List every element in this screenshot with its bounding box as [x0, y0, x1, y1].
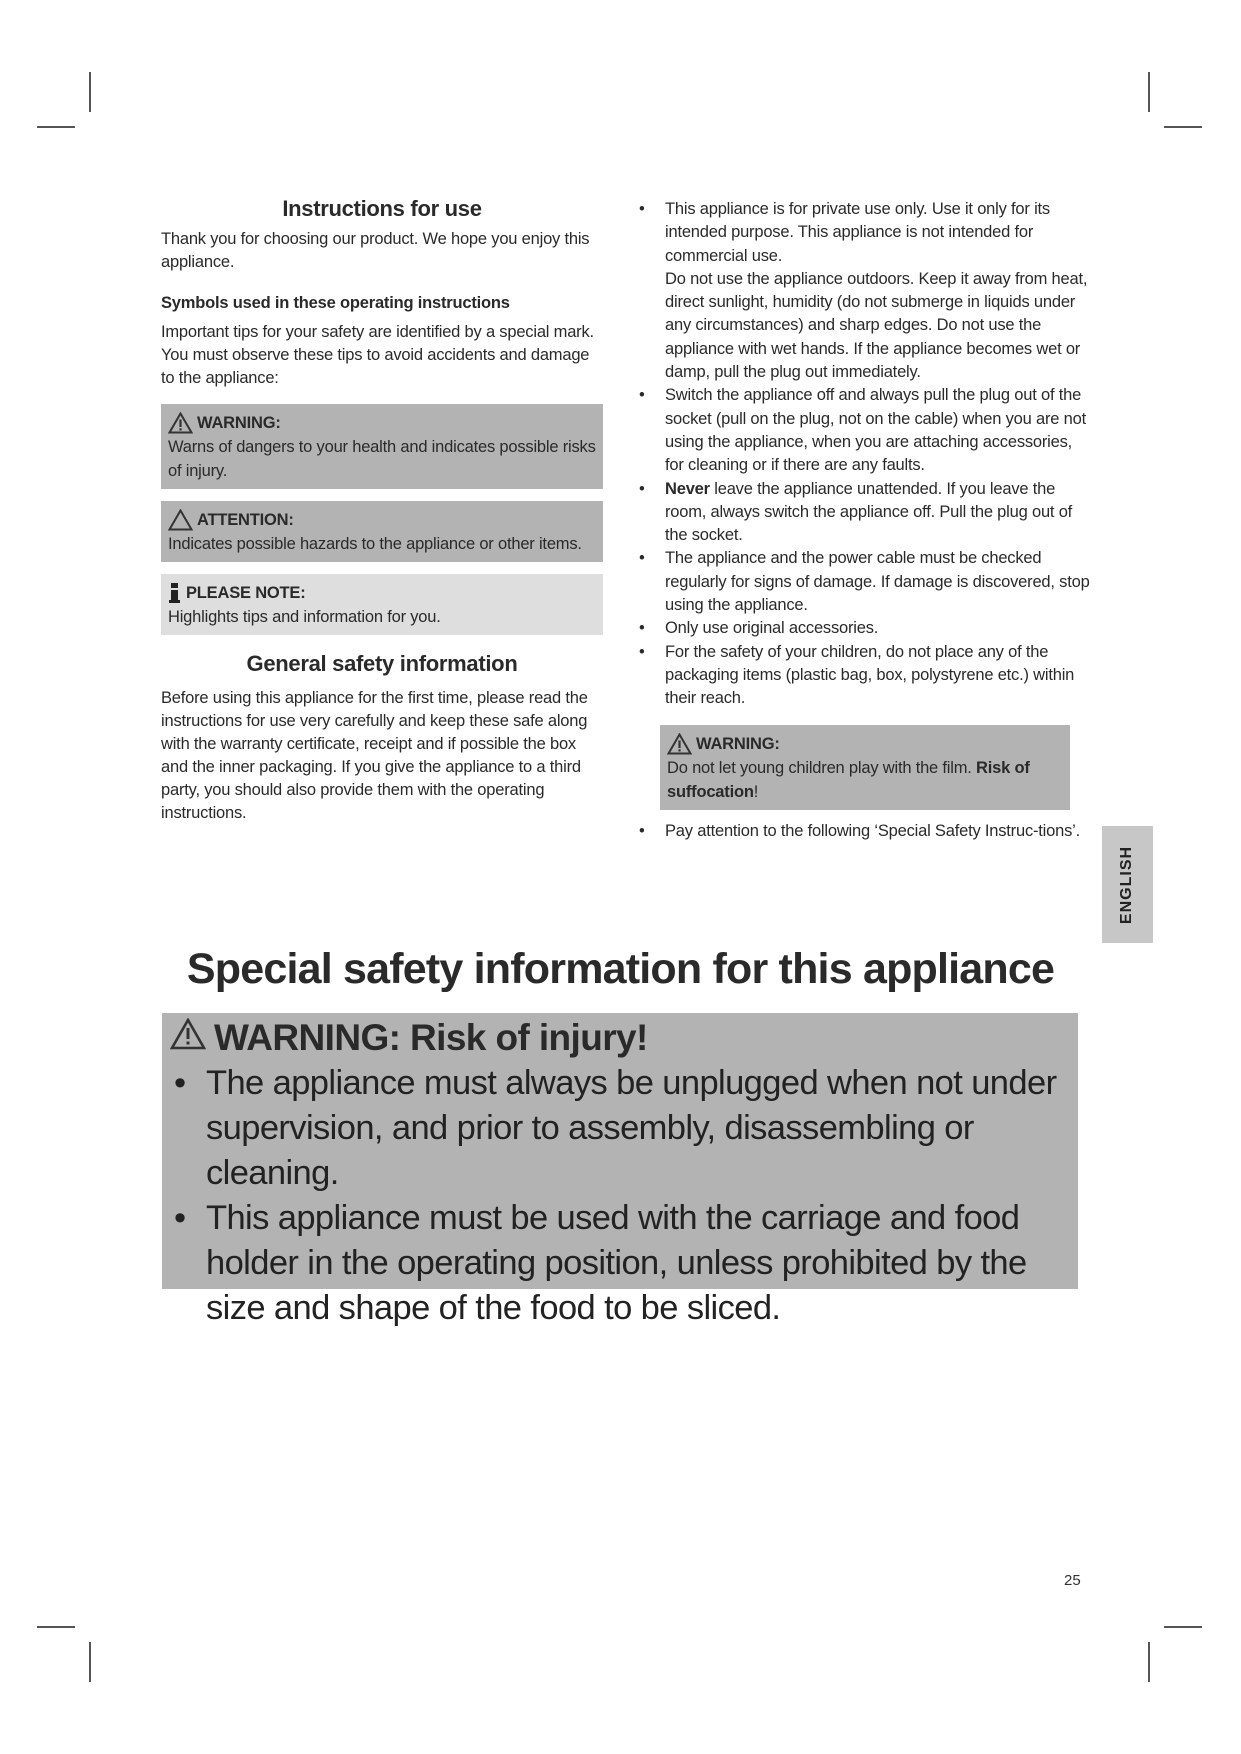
special-item-text: The appliance must always be unplugged when not under supervision, and prior to assembly, disassembling or cleaning. [206, 1064, 1057, 1192]
children-warning-box [660, 725, 1070, 810]
attention-text: Indicates possible hazards to the appliance or other items. [168, 535, 582, 553]
bullet-text: The appliance and the power cable must be checked regularly for signs of damage. If damage is discovered, stop using the appliance. [665, 549, 1090, 615]
special-warning-label: WARNING: Risk of injury! [214, 1017, 648, 1058]
warning-triangle-icon [170, 1017, 206, 1059]
bullet-icon: • [639, 479, 645, 498]
bullet-text: Switch the appliance off and always pull the plug out of the socket (pull on the plug, not on the cable) when you are not using the appliance, when you are attaching accessories, for cleaning or if there are any faults. [665, 386, 1086, 475]
special-warning-box [162, 1013, 1078, 1327]
warning-triangle-icon [168, 412, 193, 434]
bullet-icon: • [639, 386, 645, 405]
warning-bold-text: Risk of suffocation [667, 758, 1030, 801]
list-item [636, 478, 1090, 548]
crop-mark [1148, 1642, 1150, 1682]
safety-bullet-list [636, 198, 1090, 711]
warning-box [161, 404, 603, 489]
list-item [636, 641, 1090, 711]
list-item [636, 198, 1090, 384]
warning-text: Do not let young children play with the film. [667, 758, 977, 777]
bullet-text: Pay attention to the following ‘Special Safety Instruc-tions’. [665, 821, 1080, 840]
warning-title [667, 732, 1063, 756]
bullet-text: This appliance is for private use only. Use it only for its intended purpose. This appliance is not intended for commercial use. [665, 200, 1050, 265]
bullet-text: Only use original accessories. [665, 619, 879, 638]
note-label: PLEASE NOTE: [186, 584, 306, 602]
info-icon [168, 583, 182, 603]
bullet-text: Do not use the appliance outdoors. Keep it away from heat, direct sunlight, humidity (do not submerge in liquids under any circumstances) and sharp edges. Do not use the appliance with wet hands. If the appliance becomes wet or damp, pull the plug out immediately. [665, 269, 1088, 382]
safety-bullet-list-2 [636, 820, 1090, 843]
note-title [168, 581, 596, 605]
attention-title [168, 508, 596, 532]
list-item [170, 1196, 1070, 1331]
general-safety-title: General safety information [246, 651, 518, 676]
bullet-icon: • [639, 821, 645, 840]
note-text: Highlights tips and information for you. [168, 608, 441, 626]
general-safety-text: Before using this appliance for the first time, please read the instructions for use very carefully and keep these safe along with the warranty certificate, receipt and if possible the box and the inner packaging. If you give the appliance to a third party, you should also provide them with the operating instructions. [161, 689, 588, 822]
warning-text: Warns of dangers to your health and indicates possible risks of injury. [168, 438, 596, 480]
warning-label: WARNING: [197, 414, 281, 432]
bullet-icon: • [174, 1064, 186, 1102]
warning-title [168, 411, 596, 435]
crop-mark [89, 72, 91, 112]
crop-mark [1148, 72, 1150, 112]
bullet-icon: • [639, 549, 645, 568]
children-warning-text [667, 756, 1063, 804]
instructions-title: Instructions for use [282, 196, 482, 221]
bullet-icon: • [639, 619, 645, 638]
list-item [636, 820, 1090, 843]
crop-mark [37, 126, 75, 128]
crop-mark [1164, 1626, 1202, 1628]
bullet-text: leave the appliance unattended. If you leave the room, always switch the appliance off. Pull the plug out of the socket. [665, 479, 1073, 545]
page-number: 25 [1064, 1572, 1081, 1589]
bullet-text: For the safety of your children, do not place any of the packaging items (plastic bag, box, polystyrene etc.) within their reach. [665, 642, 1075, 708]
bullet-icon: • [174, 1199, 186, 1237]
bullet-icon: • [639, 200, 645, 218]
warning-label: WARNING: [696, 734, 780, 753]
special-item-text: This appliance must be used with the carriage and food holder in the operating position, unless prohibited by the size and shape of the food to be sliced. [206, 1199, 1027, 1327]
symbols-heading: Symbols used in these operating instructions [161, 294, 510, 312]
special-warning-list [170, 1061, 1070, 1331]
list-item [636, 384, 1090, 477]
language-tab [1102, 826, 1153, 943]
left-column [161, 196, 603, 825]
intro-text: Thank you for choosing our product. We hope you enjoy this appliance. [161, 230, 590, 271]
special-safety-title: Special safety information for this appliance [186, 945, 1055, 993]
attention-label: ATTENTION: [197, 511, 294, 529]
right-column [636, 198, 1090, 843]
list-item [170, 1061, 1070, 1196]
note-box [161, 574, 603, 635]
warning-triangle-icon [667, 733, 692, 755]
crop-mark [1164, 126, 1202, 128]
list-item [636, 617, 1090, 640]
attention-box [161, 501, 603, 562]
attention-triangle-icon [168, 509, 193, 531]
warning-text-end: ! [753, 782, 759, 801]
bullet-bold-text: Never [665, 479, 710, 498]
crop-mark [89, 1642, 91, 1682]
crop-mark [37, 1626, 75, 1628]
bullet-icon: • [639, 642, 645, 661]
special-warning-heading [170, 1017, 1070, 1059]
list-item [636, 547, 1090, 617]
language-tab-label: ENGLISH [1118, 845, 1136, 924]
symbols-text: Important tips for your safety are identified by a special mark. You must observe these tips to avoid accidents and damage to the appliance: [161, 323, 594, 387]
